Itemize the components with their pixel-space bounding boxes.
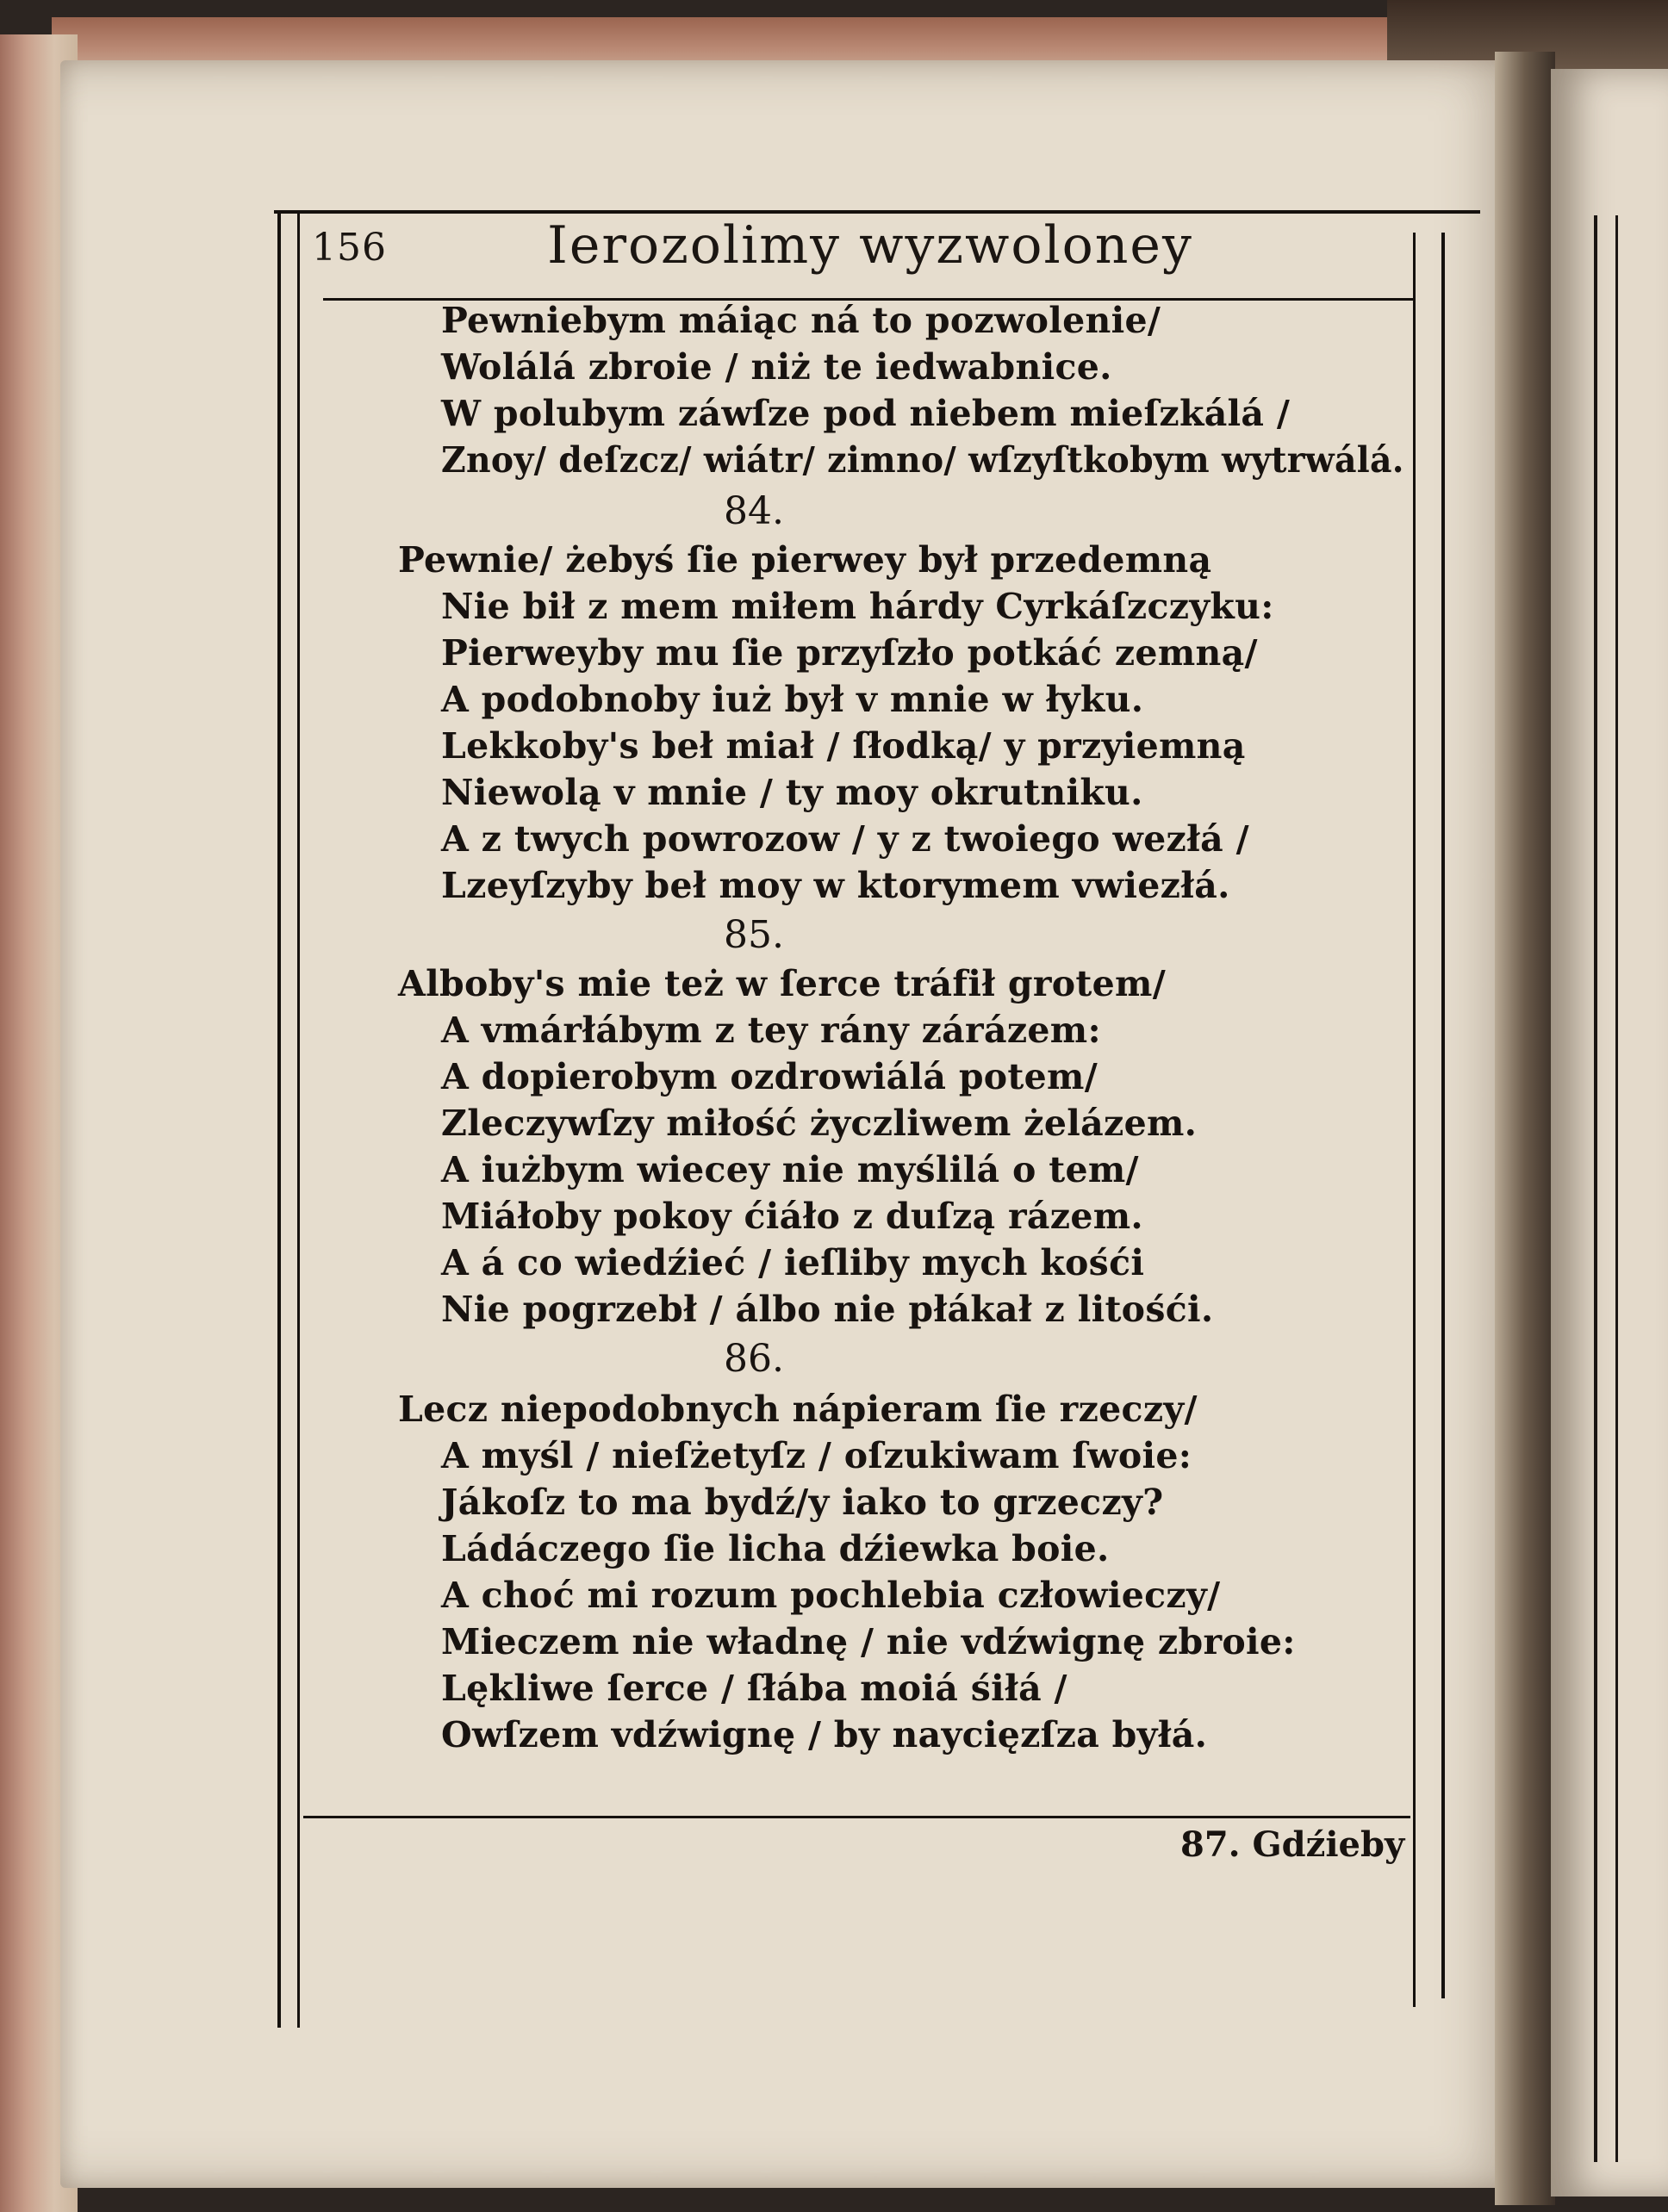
facing-page [1551, 69, 1668, 2196]
frame-right-outer-rule [1441, 233, 1445, 1998]
verse-line: Lekkoby's beł miał / ſłodką/ y przyiemną [441, 725, 1246, 767]
verse-line: Lękliwe ſerce / ſłába moiá śiłá / [441, 1668, 1067, 1709]
verse-line: Wolálá zbroie / niż te iedwabnice. [441, 346, 1112, 388]
frame-top-rule [274, 210, 1480, 214]
stanza-number: 86. [724, 1337, 784, 1381]
verse-line: Miáłoby pokoy ćiáło z duſzą rázem. [441, 1196, 1143, 1237]
stanza-number: 84. [724, 489, 784, 533]
verse-line: Zleczywſzy miłość życzliwem żelázem. [441, 1103, 1198, 1144]
verse-line: Owſzem vdźwignę / by naycięzſza byłá. [441, 1714, 1208, 1755]
verse-line: Lzeyſzyby beł moy w ktorymem vwiezłá. [441, 865, 1230, 906]
verse-line: Pewniebym máiąc ná to pozwolenie/ [441, 300, 1161, 341]
verse-line: Nie bił z mem miłem hárdy Cyrkáſzczyku: [441, 586, 1274, 627]
frame-right-inner-rule [1413, 233, 1416, 2007]
running-title: Ierozolimy wyzwoloney [547, 215, 1193, 276]
frame-left-inner-rule [297, 210, 300, 2028]
verse-line: A vmárłábym z tey rány zárázem: [441, 1010, 1101, 1051]
verse-line: Ládáczego ſie licha dźiewka boie. [441, 1528, 1110, 1569]
verse-line: Znoy/ deſzcz/ wiátr/ zimno/ wſzyſtkobym wytrwálá. [441, 439, 1404, 481]
frame-bottom-rule [303, 1816, 1410, 1818]
verse-line: Alboby's mie też w ſerce tráfił grotem/ [398, 963, 1166, 1004]
verse-line: Mieczem nie władnę / nie vdźwignę zbroie: [441, 1621, 1296, 1662]
facing-page-rule [1615, 215, 1618, 2162]
verse-line: A myśl / nieſżetyſz / oſzukiwam ſwoie: [441, 1435, 1192, 1476]
facing-page-rule [1594, 215, 1597, 2162]
verse-line: A choć mi rozum pochlebia człowieczy/ [441, 1575, 1221, 1616]
page-number: 156 [312, 226, 387, 270]
verse-line: A podobnoby iuż był v mnie w łyku. [441, 679, 1144, 720]
verse-line: Pierweyby mu ſie przyſzło potkáć zemną/ [441, 632, 1258, 674]
verse-line: Nie pogrzebł / álbo nie płákał z litośći. [441, 1289, 1214, 1330]
verse-line: A z twych powrozow / y z twoiego wezłá / [441, 818, 1249, 860]
book-gutter [1495, 52, 1555, 2205]
stanza-number: 85. [724, 913, 784, 957]
verse-line: Lecz niepodobnych nápieram ſie rzeczy/ [398, 1389, 1198, 1430]
verse-line: Niewolą v mnie / ty moy okrutniku. [441, 772, 1143, 813]
verse-line: A á co wiedźieć / ieſliby mych kośći [441, 1242, 1145, 1283]
verse-line: Jákoſz to ma bydź/y iako to grzeczy? [441, 1482, 1164, 1523]
catchword: 87. Gdźieby [1180, 1824, 1405, 1865]
frame-left-outer-rule [277, 210, 281, 2028]
verse-line: A dopierobym ozdrowiálá potem/ [441, 1056, 1099, 1097]
verse-line: W polubym záwſze pod niebem mieſzkálá / [441, 393, 1291, 434]
verse-line: A iużbym wiecey nie myślilá o tem/ [441, 1149, 1139, 1190]
verse-line: Pewnie/ żebyś ſie pierwey był przedemną [398, 539, 1212, 581]
